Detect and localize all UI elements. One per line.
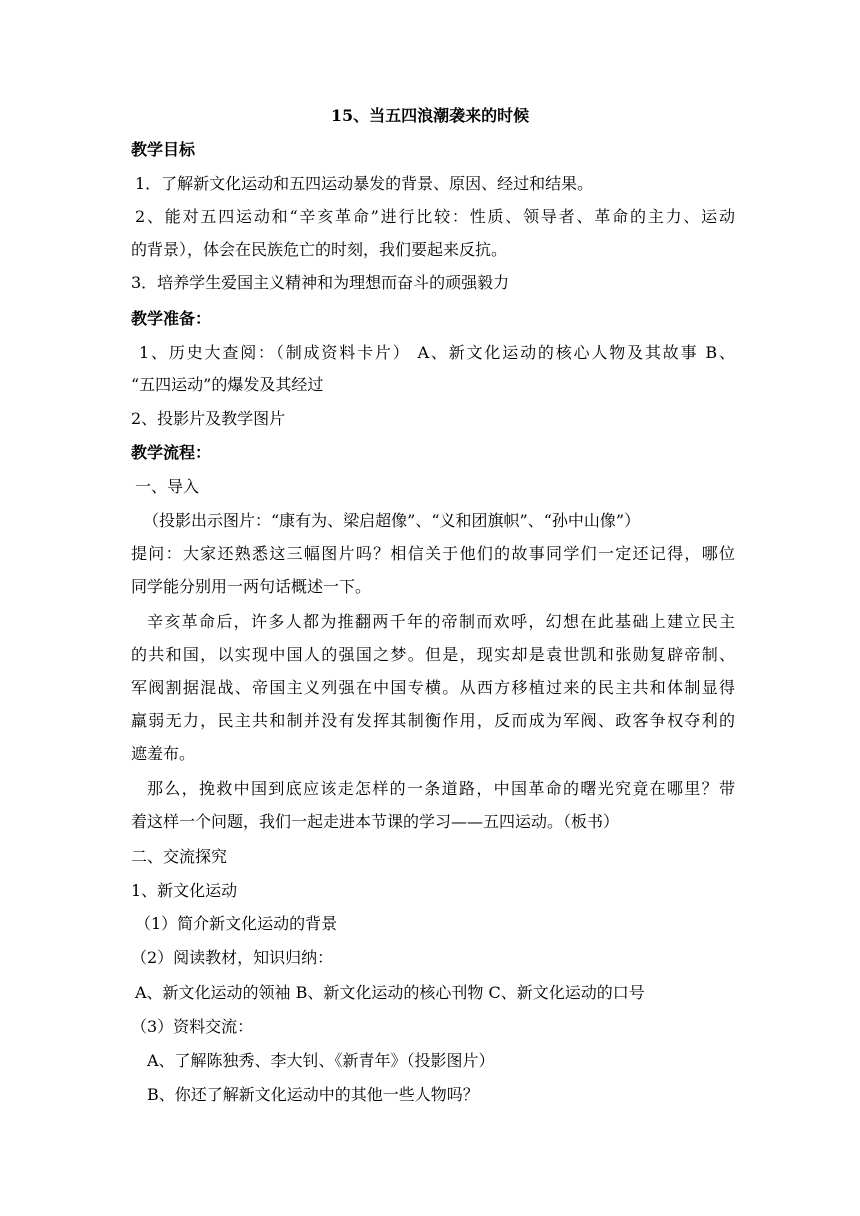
section-heading-objectives: 教学目标 — [131, 140, 196, 159]
paragraph-line: 着这样一个问题，我们一起走进本节课的学习——五四运动。（板书） — [131, 812, 620, 831]
section-heading-preparation: 教学准备： — [131, 309, 212, 328]
paragraph-line: 的共和国，以实现中国人的强国之梦。但是，现实却是袁世凯和张勋复辟帝制、 — [131, 645, 735, 664]
page-title: 15、当五四浪潮袭来的时候 — [330, 106, 530, 125]
topic-item-2-options: A、新文化运动的领袖 B、新文化运动的核心刊物 C、新文化运动的口号 — [135, 983, 645, 1002]
topic-item-3: （3）资料交流： — [131, 1017, 254, 1036]
preparation-item-1: 1、历史大查阅：（制成资料卡片） A、新文化运动的核心人物及其故事 B、 — [139, 343, 735, 362]
preparation-item-1-cont: “五四运动”的爆发及其经过 — [131, 375, 324, 394]
topic-item-1: （1）简介新文化运动的背景 — [135, 914, 338, 933]
objective-item-3: 3．培养学生爱国主义精神和为理想而奋斗的顽强毅力 — [131, 273, 510, 292]
objective-item-2: 2、能对五四运动和“辛亥革命”进行比较：性质、领导者、革命的主力、运动 — [135, 207, 735, 226]
topic-item-3-b: B、你还了解新文化运动中的其他一些人物吗？ — [147, 1085, 479, 1104]
topic-item-3-a: A、了解陈独秀、李大钊、《新青年》（投影图片） — [147, 1051, 495, 1070]
objective-item-2-cont: 的背景），体会在民族危亡的时刻，我们要起来反抗。 — [131, 240, 508, 259]
paragraph-line: 那么，挽救中国到底应该走怎样的一条道路，中国革命的曙光究竟在哪里？带 — [147, 779, 735, 798]
intro-projection: （投影出示图片：“康有为、梁启超像”、“义和团旗帜”、“孙中山像”） — [143, 511, 641, 530]
subsection-intro: 一、导入 — [135, 477, 200, 496]
paragraph-line: 遮羞布。 — [131, 744, 196, 763]
paragraph-line: 军阀割据混战、帝国主义列强在中国专横。从西方移植过来的民主共和体制显得 — [131, 678, 735, 697]
topic-item-2: （2）阅读教材，知识归纳： — [131, 948, 334, 967]
intro-question: 提问：大家还熟悉这三幅图片吗？相信关于他们的故事同学们一定还记得，哪位 — [131, 544, 735, 563]
intro-question-cont: 同学能分别用一两句话概述一下。 — [131, 577, 372, 596]
subsection-explore: 二、交流探究 — [131, 847, 228, 866]
topic-new-culture: 1、新文化运动 — [131, 881, 238, 900]
objective-item-1: 1．了解新文化运动和五四运动暴发的背景、原因、经过和结果。 — [135, 174, 594, 193]
paragraph-line: 羸弱无力，民主共和制并没有发挥其制衡作用，反而成为军阀、政客争权夺利的 — [131, 711, 735, 730]
preparation-item-2: 2、投影片及教学图片 — [131, 409, 286, 428]
section-heading-process: 教学流程： — [131, 443, 212, 462]
paragraph-line: 辛亥革命后，许多人都为推翻两千年的帝制而欢呼，幻想在此基础上建立民主 — [147, 612, 735, 631]
